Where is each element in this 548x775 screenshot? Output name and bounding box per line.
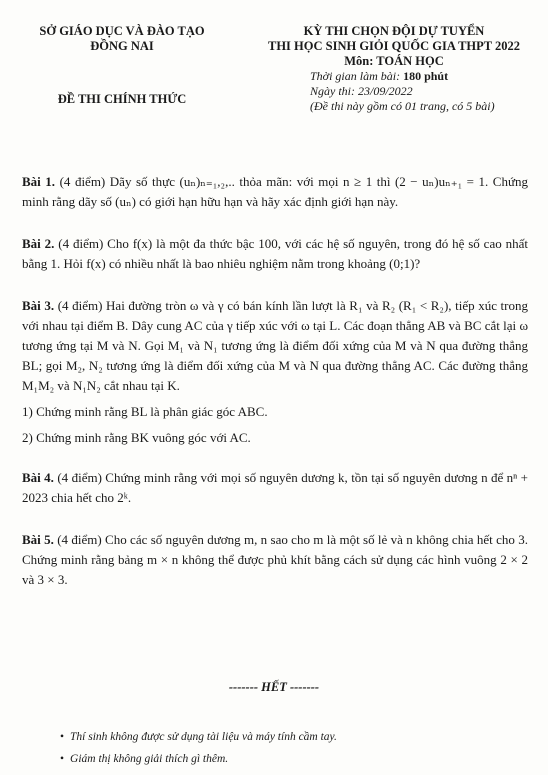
problem-text: (4 điểm) Cho các số nguyên dương m, n sao cho m là một số lẻ và n không chia hết cho 3. Chứng minh rằng bảng m × n không thể được phủ khít bằng cách sử dụng các hình vuông 2 × 2 và 3 × 3. <box>22 532 528 587</box>
problem-3-part-1: 1) Chứng minh rằng BL là phân giác góc ABC. <box>22 404 268 419</box>
province-name: ĐỒNG NAI <box>90 39 154 53</box>
problems <box>22 172 528 612</box>
problem-text: (4 điểm) Cho f(x) là một đa thức bậc 100, với các hệ số nguyên, trong đó hệ số cao nhất bằng 1. Hỏi f(x) có nhiều nhất là bao nhiêu nghiệm nằm trong khoảng (0;1)? <box>22 236 528 271</box>
header-right <box>260 24 528 114</box>
problem-text: (4 điểm) Hai đường tròn ω và γ có bán kính lần lượt là R₁ và R₂ (R₁ < R₂), tiếp xúc trong với nhau tại điểm B. Dây cung AC của γ tiếp xúc với ω tại L. Các đoạn thẳng AB và BC cắt lại ω tương ứng tại M và N. Gọi M₁ và N₁ tương ứng là điểm đối xứng của M và N qua đường thẳng BL; gọi M₂, N₂ tương ứng là điểm đối xứng của M và N qua đường thẳng AC. Các đường thẳng M₁M₂ và N₁N₂ cắt nhau tại K. <box>22 298 528 393</box>
exam-subtitle: THI HỌC SINH GIỎI QUỐC GIA THPT 2022 <box>267 39 521 53</box>
page-note: (Đề thi này gồm có 01 trang, có 5 bài) <box>310 99 495 113</box>
problem-3-part-2: 2) Chứng minh rằng BK vuông góc với AC. <box>22 430 251 445</box>
note-item: • Thí sinh không được sử dụng tài liệu và máy tính cầm tay. <box>60 726 520 748</box>
problem-2 <box>22 234 528 274</box>
end-marker: ------- HẾT ------- <box>228 680 320 694</box>
problem-text: (4 điểm) Dãy số thực (uₙ)ₙ₌₁,₂,.. thỏa mãn: với mọi n ≥ 1 thì (2 − uₙ)uₙ₊₁ = 1. Chứng minh rằng dãy số (uₙ) có giới hạn hữu hạn và hãy xác định giới hạn này. <box>22 174 528 209</box>
problem-label: Bài 2. <box>22 236 55 251</box>
problem-5 <box>22 530 528 590</box>
official-exam-label: ĐỀ THI CHÍNH THỨC <box>57 92 187 106</box>
notes-list <box>60 726 520 770</box>
problem-1 <box>22 172 528 212</box>
subject-line: Môn: TOÁN HỌC <box>344 54 444 68</box>
time-label: Thời gian làm bài: <box>310 69 401 83</box>
header-left <box>22 24 222 106</box>
problem-label: Bài 5. <box>22 532 54 547</box>
problem-label: Bài 4. <box>22 470 54 485</box>
problem-4 <box>22 468 528 508</box>
problem-label: Bài 3. <box>22 298 55 313</box>
exam-title: KỲ THI CHỌN ĐỘI DỰ TUYỂN <box>303 24 485 38</box>
note-item: • Giám thị không giải thích gì thêm. <box>60 748 520 770</box>
time-line <box>260 69 528 84</box>
time-value: 180 phút <box>403 69 449 83</box>
department-name: SỞ GIÁO DỤC VÀ ĐÀO TẠO <box>39 24 205 38</box>
problem-label: Bài 1. <box>22 174 56 189</box>
problem-3 <box>22 296 528 396</box>
problem-text: (4 điểm) Chứng minh rằng với mọi số nguyên dương k, tồn tại số nguyên dương n để nⁿ + 2023 chia hết cho 2ᵏ. <box>22 470 528 505</box>
exam-date: Ngày thi: 23/09/2022 <box>310 84 413 98</box>
